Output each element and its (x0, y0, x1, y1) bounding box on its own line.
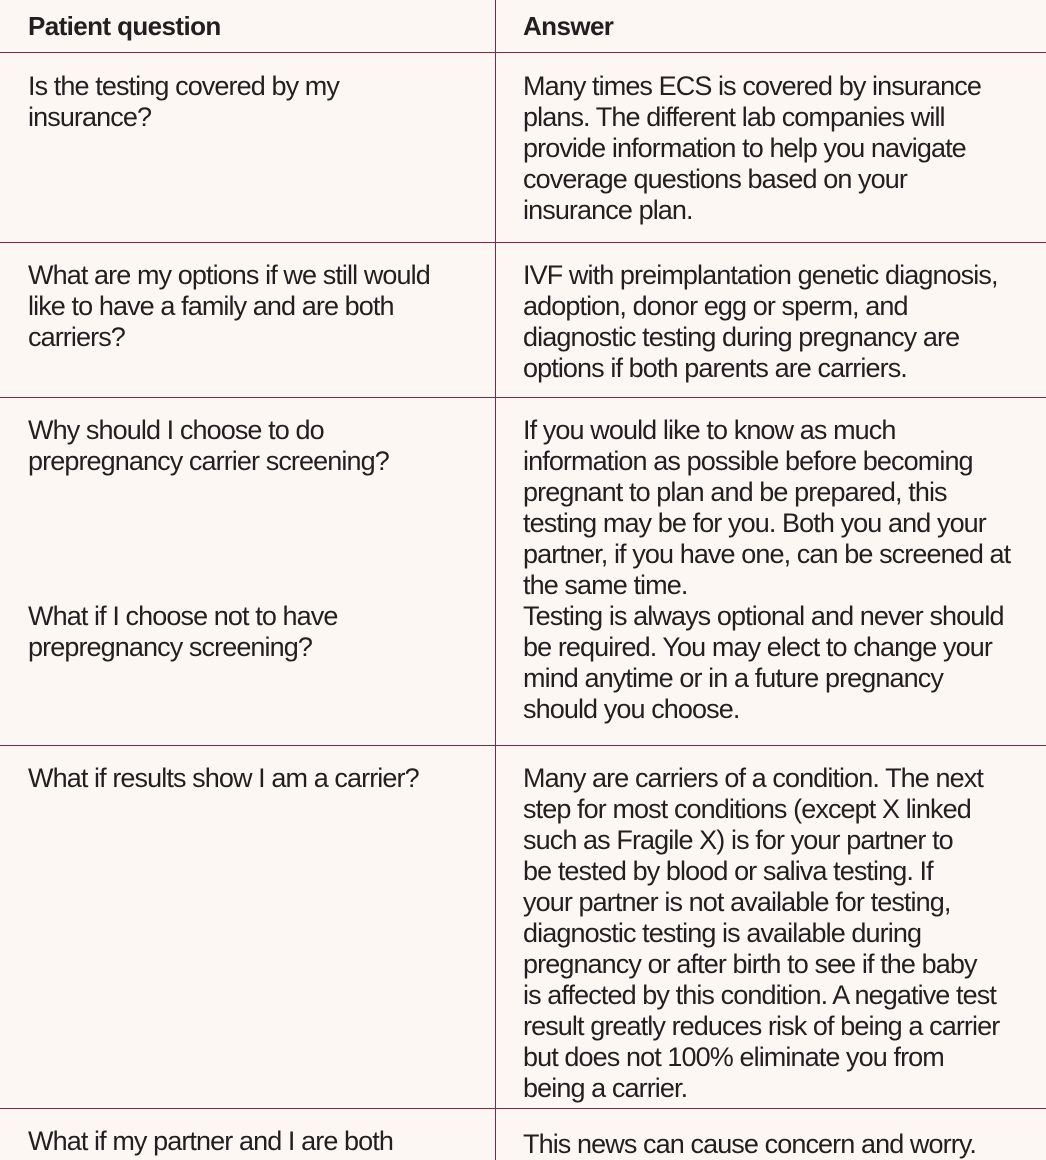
answer-cell: IVF with preimplantation genetic diagnosis, adoption, donor egg or sperm, and diagnostic testing during pregnancy are options if both parents are carriers. (523, 260, 998, 383)
row-divider (0, 242, 1046, 243)
answer-cell: This news can cause concern and worry. (523, 1129, 977, 1159)
question-cell: Is the testing covered by my insurance? (28, 71, 339, 132)
question-cell: What if I choose not to have prepregnancy screening? (28, 601, 338, 662)
row-divider (0, 745, 1046, 746)
column-header-answer: Answer (523, 11, 614, 41)
answer-cell: If you would like to know as much information as possible before becoming pregnant to plan and be prepared, this testing may be for you. Both you and your partner, if you have one, can be screened at the same time. (523, 415, 1011, 600)
question-cell: What if my partner and I are both (28, 1126, 393, 1156)
question-cell: What are my options if we still would like to have a family and are both carriers? (28, 260, 430, 352)
row-divider (0, 1108, 1046, 1109)
question-cell: What if results show I am a carrier? (28, 763, 419, 793)
row-divider (0, 397, 1046, 398)
column-header-question: Patient question (28, 11, 221, 41)
column-divider (495, 0, 496, 1160)
question-cell: Why should I choose to do prepregnancy carrier screening? (28, 415, 389, 476)
answer-cell: Many are carriers of a condition. The next step for most conditions (except X linked such as Fragile X) is for your partner to be tested by blood or saliva testing. If your partner is not available for testing, diagnostic testing is available during pregnancy or after birth to see if the baby is affected by this condition. A negative test result greatly reduces risk of being a carrier but does not 100% eliminate you from being a carrier. (523, 763, 1000, 1103)
answer-cell: Many times ECS is covered by insurance plans. The different lab companies will provide information to help you navigate coverage questions based on your insurance plan. (523, 71, 981, 225)
header-divider (0, 52, 1046, 53)
answer-cell: Testing is always optional and never should be required. You may elect to change your mind anytime or in a future pregnancy should you choose. (523, 601, 1004, 724)
